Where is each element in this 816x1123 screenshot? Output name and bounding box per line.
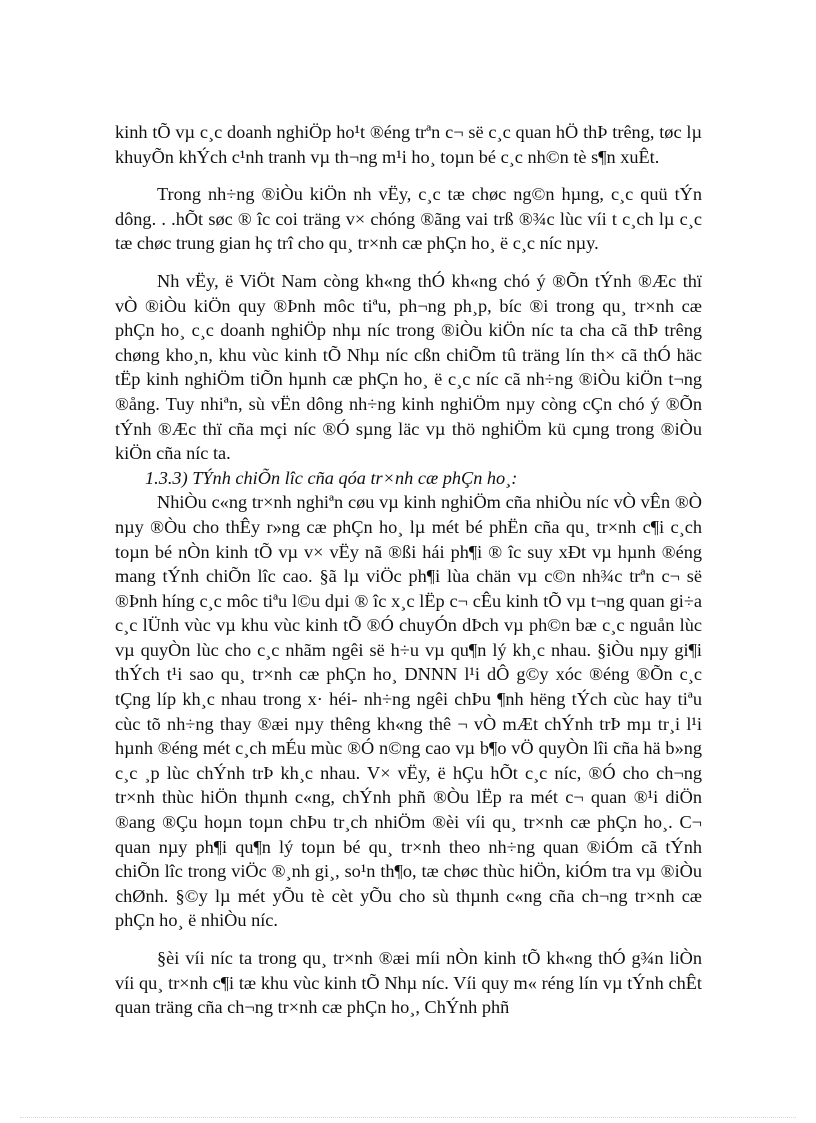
page-bottom-rule <box>20 1117 796 1118</box>
section-heading: 1.3.3) TÝnh chiÕn lîc cña qóa tr×nh cæ phÇn ho¸: <box>145 467 518 488</box>
paragraph-strategic-nature: NhiÒu c«ng tr×nh nghiªn cøu vµ kinh nghiÖm cña nhiÒu níc vÒ vÊn ®Ò nµy ®Òu cho thÊy r»ng cæ phÇn ho¸ lµ mét bé phËn cña qu¸ tr×nh c¶i c¸ch toµn bé nÒn kinh tÕ vµ v× vËy nã ®ßi hái ph¶i ® îc suy xÐt vµ hµnh ®éng mang tÝnh chiÕn lîc cao. §ã lµ viÖc ph¶i lùa chän vµ c©n nh¾c trªn c¬ së ®Þnh híng c¸c môc tiªu l©u dµi ® îc x¸c lËp c¬ cÊu kinh tÕ vµ t¬ng quan gi÷a c¸c lÜnh vùc vµ khu vùc kinh tÕ ®Ó chuyÓn dÞch vµ ph©n bæ c¸c nguån lùc vµ quyÒn lùc cho c¸c nhãm ngêi së h÷u vµ qu¶n lý kh¸c nhau. §iÒu nµy gi¶i thÝch t¹i sao qu¸ tr×nh cæ phÇn ho¸ DNNN l¹i dÔ g©y xóc ®éng ®Õn c¸c tÇng líp kh¸c nhau trong x· héi- nh÷ng ngêi chÞu ¶nh hëng tÝch cùc hay tiªu cùc tõ nh÷ng thay ®æi nµy thêng kh«ng thê ¬ vÒ mÆt chÝnh trÞ mµ tr¸i l¹i hµnh ®éng mét c¸ch mÉu mùc ®Ó n©ng cao vµ b¶o vÖ quyÒn lîi cña hä b»ng c¸c ¸p lùc chÝnh trÞ kh¸c nhau. V× vËy, ë hÇu hÕt c¸c níc, ®Ó cho ch¬ng tr×nh thùc hiÖn thµnh c«ng, chÝnh phñ ®Òu lËp ra mét c¬ quan ®¹i diÖn ®ang ®Çu hoµn toµn chÞu tr¸ch nhiÖm ®èi víi qu¸ tr×nh cæ phÇn ho¸. C¬ quan nµy ph¶i qu¶n lý toµn bé qu¸ tr×nh theo nh÷ng quan ®iÓm cã tÝnh chiÕn lîc trong viÖc ®¸nh gi¸, so¹n th¶o, tæ chøc thùc hiÖn, kiÓm tra vµ ®iÒu chØnh. §©y lµ mét yÕu tè cèt yÕu cho sù thµnh c«ng cña ch¬ng tr×nh cæ phÇn ho¸ ë nhiÒu níc. <box>115 492 702 931</box>
document-body <box>115 120 702 1020</box>
paragraph-our-country: §èi víi níc ta trong qu¸ tr×nh ®æi míi nÒn kinh tÕ kh«ng thÓ g¾n liÒn víi qu¸ tr×nh c¶i tæ khu vùc kinh tÕ Nhµ níc. Víi quy m« réng lín vµ tÝnh chÊt quan träng cña ch¬ng tr×nh cæ phÇn ho¸, ChÝnh phñ <box>115 948 702 1018</box>
paragraph-vietnam-context: Nh vËy, ë ViÖt Nam còng kh«ng thÓ kh«ng chó ý ®Õn tÝnh ®Æc thï vÒ ®iÒu kiÖn quy ®Þnh môc tiªu, ph¬ng ph¸p, bíc ®i trong qu¸ tr×nh cæ phÇn ho¸ c¸c doanh nghiÖp nhµ níc trong ®iÒu kiÖn níc ta cha cã thÞ trêng chøng kho¸n, khu vùc kinh tÕ Nhµ níc cßn chiÕm tû träng lín th× cã thÓ häc tËp kinh nghiÖm tiÕn hµnh cæ phÇn ho¸ ë c¸c níc cã nh÷ng ®iÒu kiÖn t¬ng ®ång. Tuy nhiªn, sù vËn dông nh÷ng kinh nghiÖm nµy còng cÇn chó ý ®Õn tÝnh ®Æc thï cña mçi níc ®Ó sµng läc vµ thö nghiÖm kü cµng trong ®iÒu kiÖn cña níc ta. <box>115 270 702 464</box>
paragraph-banking-institutions: Trong nh÷ng ®iÒu kiÖn nh vËy, c¸c tæ chøc ng©n hµng, c¸c quü tÝn dông. . .hÕt søc ® îc coi träng v× chóng ®ãng vai trß ®¾c lùc víi t c¸ch lµ c¸c tæ chøc trung gian hç trî cho qu¸ tr×nh cæ phÇn ho¸ ë c¸c níc nµy. <box>115 184 702 254</box>
paragraph-continued: kinh tÕ vµ c¸c doanh nghiÖp ho¹t ®éng trªn c¬ së c¸c quan hÖ thÞ trêng, tøc lµ khuyÕn khÝch c¹nh tranh vµ th¬ng m¹i ho¸ toµn bé c¸c nh©n tè s¶n xuÊt. <box>115 122 702 167</box>
